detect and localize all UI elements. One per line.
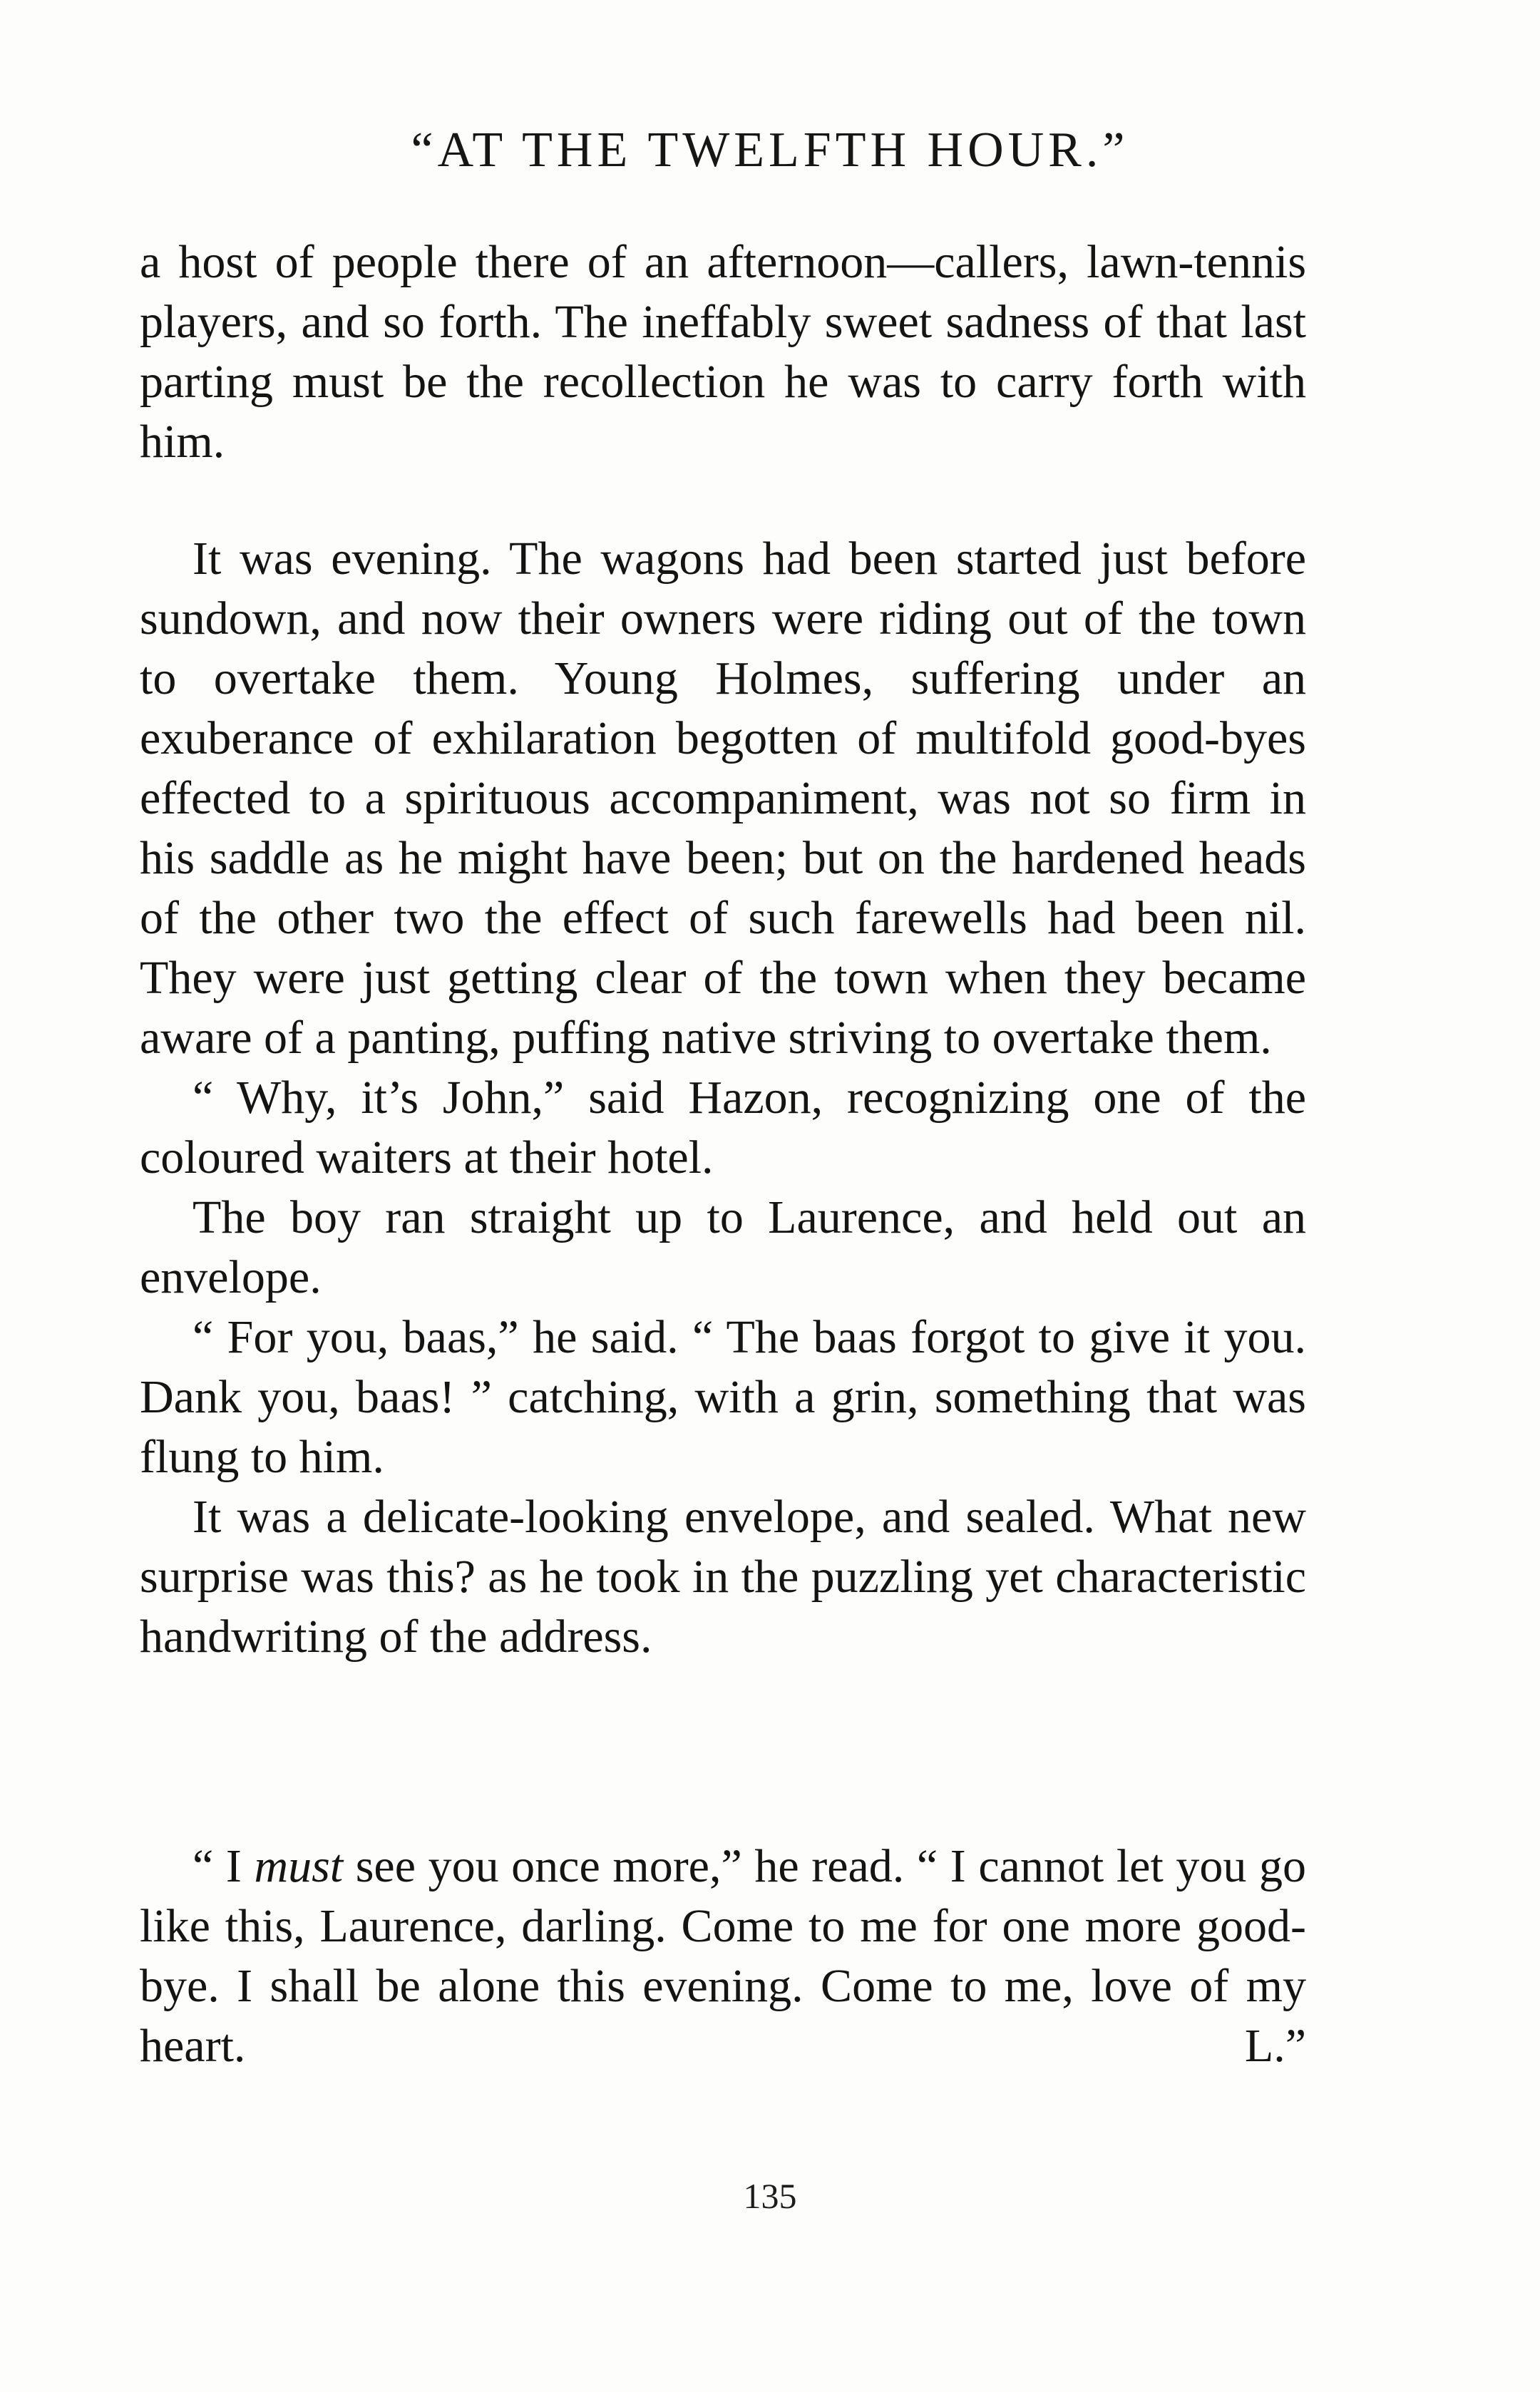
paragraph: The boy ran straight up to Laurence, and held out an envelope. <box>140 1191 1306 1303</box>
running-head: “AT THE TWELFTH HOUR.” <box>411 123 1129 178</box>
paragraph: It was a delicate-looking envelope, and sealed. What new surprise was this? as he took in the puzzling yet characteristic handwriting of the address. <box>140 1491 1306 1663</box>
paragraph: a host of people there of an afternoon—callers, lawn-tennis players, and so forth. The ineffably sweet sadness of that last parting must be the recollection he was to carry forth with him. <box>140 236 1306 468</box>
paragraph: It was evening. The wagons had been started just before sundown, and now their owners were riding out of the town to overtake them. Young Holmes, suffering under an exuberance of exhilaration begotten of multifold good-byes effected to a spirituous accompaniment, was not so firm in his saddle as he might have been; but on the hardened heads of the other two the effect of such farewells had been nil. They were just getting clear of the town when they became aware of a panting, puffing native striving to overtake them. <box>140 533 1306 1064</box>
paragraph: “ Why, it’s John,” said Hazon, recognizing one of the coloured waiters at their hotel. <box>140 1072 1306 1184</box>
letter-open-quote: “ I <box>192 1840 255 1892</box>
paragraph: “ For you, baas,” he said. “ The baas forgot to give it you. Dank you, baas! ” catching, with a grin, something that was flung to him. <box>140 1311 1306 1483</box>
letter-body: see you once more,” he read. “ I cannot let you go like this, Laurence, darling. Come to me for one more good-bye. I shall be alone this evening. Come to me, love of my heart. <box>140 1840 1306 2072</box>
letter-emphasis: must <box>254 1840 344 1892</box>
text-block-continuation <box>140 232 1306 472</box>
text-block-main <box>140 529 1306 1667</box>
letter-signature: L.” <box>1244 2020 1306 2072</box>
letter-paragraph <box>140 1837 1306 2076</box>
letter-block <box>140 1837 1306 2076</box>
page-number: 135 <box>743 2176 797 2216</box>
